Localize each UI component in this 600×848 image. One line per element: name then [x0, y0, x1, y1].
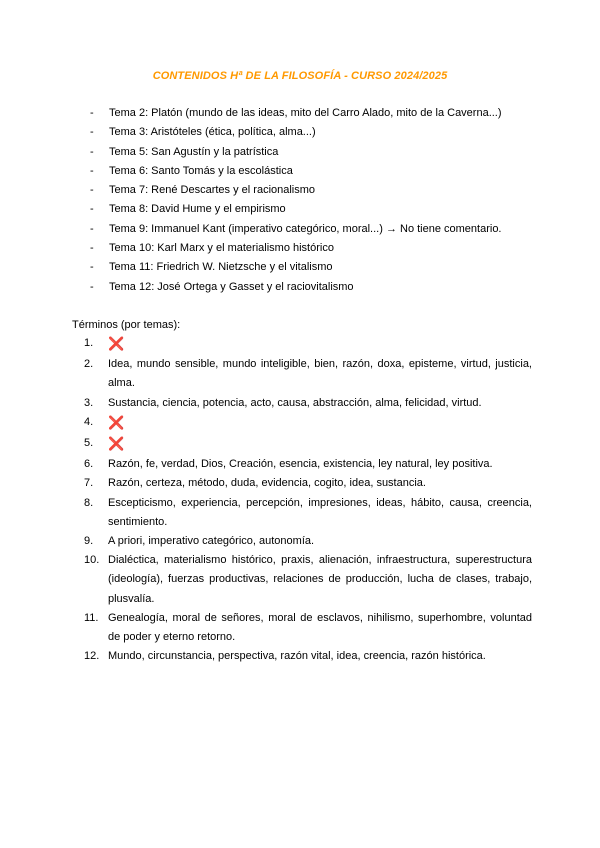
- term-number: 4.: [84, 415, 94, 428]
- bullet-dash: -: [90, 145, 94, 158]
- term-number: 1.: [84, 337, 94, 349]
- topic-text: Tema 5: San Agustín y la patrística: [109, 145, 279, 158]
- topic-text: Tema 12: José Ortega y Gasset y el raciovitalismo: [109, 280, 354, 293]
- term-number: 10.: [84, 554, 100, 567]
- cross-mark-icon: ❌: [108, 414, 125, 430]
- term-number: 2.: [84, 358, 94, 371]
- terms-list: [72, 334, 532, 666]
- term-item: [72, 551, 532, 609]
- term-text: Escepticismo, experiencia, percepción, impresiones, ideas, hábito, causa, creencia, sentimiento.: [108, 496, 532, 528]
- term-item: [72, 647, 532, 666]
- term-number: 12.: [84, 650, 100, 663]
- bullet-dash: -: [90, 280, 94, 293]
- terms-heading: Términos (por temas):: [72, 319, 181, 331]
- term-item: [72, 609, 532, 647]
- term-number: 8.: [84, 496, 94, 509]
- term-item: [72, 532, 532, 551]
- term-item: [72, 394, 532, 413]
- term-item: [72, 494, 532, 532]
- term-text: Genealogía, moral de señores, moral de esclavos, nihilismo, superhombre, voluntad de poder y eterno retorno.: [108, 611, 532, 644]
- topic-text: Tema 11: Friedrich W. Nietzsche y el vitalismo: [109, 261, 333, 274]
- topic-item: [90, 123, 502, 142]
- topic-item: [90, 104, 502, 123]
- term-text: Dialéctica, materialismo histórico, praxis, alienación, infraestructura, superestructura (ideología), fuerzas productivas, relaciones de producción, lucha de clases, trabajo, plusvalía.: [108, 554, 532, 605]
- page-title: CONTENIDOS Hª DE LA FILOSOFÍA - CURSO 2024/2025: [152, 70, 448, 82]
- bullet-dash: -: [90, 164, 94, 177]
- topic-text: Tema 6: Santo Tomás y la escolástica: [109, 164, 293, 177]
- topic-text: Tema 3: Aristóteles (ética, política, alma...): [109, 126, 316, 139]
- topic-text: Tema 10: Karl Marx y el materialismo histórico: [109, 242, 334, 255]
- term-item: [72, 334, 532, 355]
- bullet-dash: -: [90, 184, 94, 197]
- term-item: [72, 355, 532, 393]
- term-text: A priori, imperativo categórico, autonomía.: [108, 535, 315, 548]
- term-number: 11.: [84, 611, 99, 624]
- term-number: 9.: [84, 535, 94, 548]
- term-text: Razón, fe, verdad, Dios, Creación, esencia, existencia, ley natural, ley positiva.: [108, 458, 493, 471]
- topic-item: [90, 239, 502, 258]
- term-text: Idea, mundo sensible, mundo inteligible, bien, razón, doxa, episteme, virtud, justicia, alma.: [108, 358, 532, 390]
- bullet-dash: -: [90, 242, 94, 255]
- topic-item: [90, 200, 502, 219]
- term-text: Razón, certeza, método, duda, evidencia, cogito, idea, sustancia.: [108, 477, 426, 490]
- term-item: [72, 434, 532, 455]
- topic-text: Tema 9: Immanuel Kant (imperativo categórico, moral...) → No tiene comentario.: [109, 222, 502, 235]
- bullet-dash: -: [90, 107, 94, 119]
- term-text: Sustancia, ciencia, potencia, acto, causa, abstracción, alma, felicidad, virtud.: [108, 396, 482, 409]
- term-item: [72, 413, 532, 434]
- topic-text: Tema 8: David Hume y el empirismo: [109, 203, 286, 216]
- topic-item: [90, 258, 502, 277]
- topic-text: Tema 7: René Descartes y el racionalismo: [109, 184, 316, 197]
- term-item: [72, 474, 532, 493]
- topic-item: [90, 220, 502, 239]
- topic-text: Tema 2: Platón (mundo de las ideas, mito del Carro Alado, mito de la Caverna...): [109, 107, 502, 119]
- term-number: 6.: [84, 458, 94, 471]
- topic-item: [90, 278, 502, 297]
- bullet-dash: -: [90, 222, 94, 235]
- term-number: 5.: [84, 437, 94, 450]
- topic-item: [90, 143, 502, 162]
- cross-mark-icon: ❌: [108, 336, 125, 351]
- bullet-dash: -: [90, 126, 94, 139]
- bullet-dash: -: [90, 203, 94, 216]
- term-item: [72, 455, 532, 474]
- bullet-dash: -: [90, 261, 94, 274]
- topics-list: [90, 104, 502, 297]
- topic-item: [90, 162, 502, 181]
- term-number: 7.: [84, 477, 94, 490]
- topic-item: [90, 181, 502, 200]
- cross-mark-icon: ❌: [108, 436, 125, 452]
- term-number: 3.: [84, 396, 94, 409]
- term-text: Mundo, circunstancia, perspectiva, razón vital, idea, creencia, razón histórica.: [108, 650, 486, 663]
